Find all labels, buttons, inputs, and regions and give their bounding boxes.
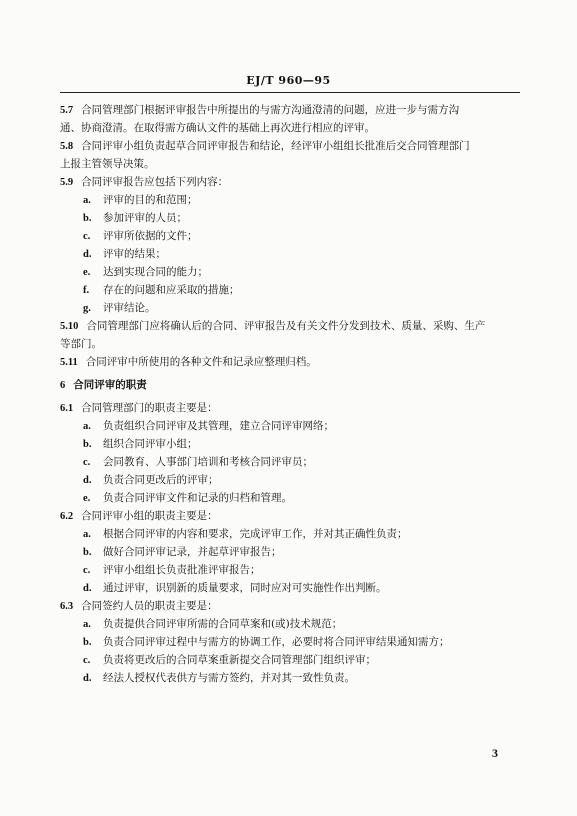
list-item: f. 存在的问题和应采取的措施； [83,284,240,296]
clause-5-8-line-2: 上报主管领导决策。 [60,158,155,170]
clause-text: 合同评审报告应包括下列内容： [81,176,229,188]
clause-text: 合同评审小组的职责主要是： [81,510,218,522]
clause-number: 5.7 [60,105,74,116]
list-item: e. 负责合同评审文件和记录的归档和管理。 [83,492,292,504]
list-item: d. 通过评审，识别新的质量要求，同时应对可实施性作出判断。 [83,582,387,594]
clause-5-10-line-1 [60,320,485,333]
clause-number: 5.9 [60,177,74,188]
list-item: a. 评审的目的和范围； [83,194,198,206]
clause-5-10-line-2: 等部门。 [60,338,102,350]
clause-6-2-line-1 [60,510,218,523]
list-item: b. 参加评审的人员； [83,212,187,224]
clause-number: 5.10 [60,321,79,332]
clause-text: 合同管理部门应将确认后的合同、评审报告及有关文件分发到技术、质量、采购、生产 [86,320,486,332]
header-rule [60,92,520,93]
clause-number: 6.1 [60,403,74,414]
list-item: e. 达到实现合同的能力； [83,266,208,278]
clause-6-1-line-1 [60,402,218,415]
standard-code-header: EJ/T 960—95 [246,74,331,87]
list-item: b. 组织合同评审小组； [83,438,198,450]
clause-number: 6.2 [60,511,74,522]
clause-text: 合同管理部门根据评审报告中所提出的与需方沟通澄清的问题，应进一步与需方沟 [81,104,460,116]
clause-6-3-line-1 [60,600,218,613]
clause-number: 5.8 [60,141,74,152]
clause-5-8-line-1 [60,140,470,153]
clause-5-11-line-1 [60,356,317,369]
list-item: a. 负责提供合同评审所需的合同草案和(或)技术规范； [83,618,343,630]
clause-text: 合同评审小组负责起草合同评审报告和结论，经评审小组组长批准后交合同管理部门 [81,140,470,152]
list-item: d. 负责合同更改后的评审； [83,474,219,486]
section-number: 6 [60,380,66,391]
clause-text: 合同评审中所使用的各种文件和记录应整理归档。 [85,356,317,368]
list-item: c. 评审小组组长负责批准评审报告； [83,564,261,576]
clause-text: 合同管理部门的职责主要是： [81,402,218,414]
list-item: d. 经法人授权代表供方与需方签约，并对其一致性负责。 [83,672,355,684]
clause-5-7-line-1 [60,104,459,117]
clause-number: 6.3 [60,601,74,612]
clause-5-9-line-1 [60,176,228,189]
list-item: a. 负责组织合同评审及其管理，建立合同评审网络； [83,420,334,432]
list-item: c. 负责将更改后的合同草案重新提交合同管理部门组织评审； [83,654,376,666]
clause-text: 合同签约人员的职责主要是： [81,600,218,612]
section-6-heading [60,379,147,392]
list-item: b. 做好合同评审记录，并起草评审报告； [83,546,282,558]
list-item: d. 评审的结果； [83,248,166,260]
list-item: c. 评审所依据的文件； [83,230,198,242]
list-item: a. 根据合同评审的内容和要求，完成评审工作，并对其正确性负责； [83,528,408,540]
clause-number: 5.11 [60,357,78,368]
list-item: c. 会同教育、人事部门培训和考核合同评审员； [83,456,313,468]
page-number: 3 [492,746,498,760]
list-item: g. 评审结论。 [83,302,156,314]
clause-5-7-line-2: 通、协商澄清。在取得需方确认文件的基础上再次进行相应的评审。 [60,122,375,134]
list-item: b. 负责合同评审过程中与需方的协调工作，必要时将合同评审结果通知需方； [83,636,450,648]
section-title: 合同评审的职责 [73,379,147,391]
